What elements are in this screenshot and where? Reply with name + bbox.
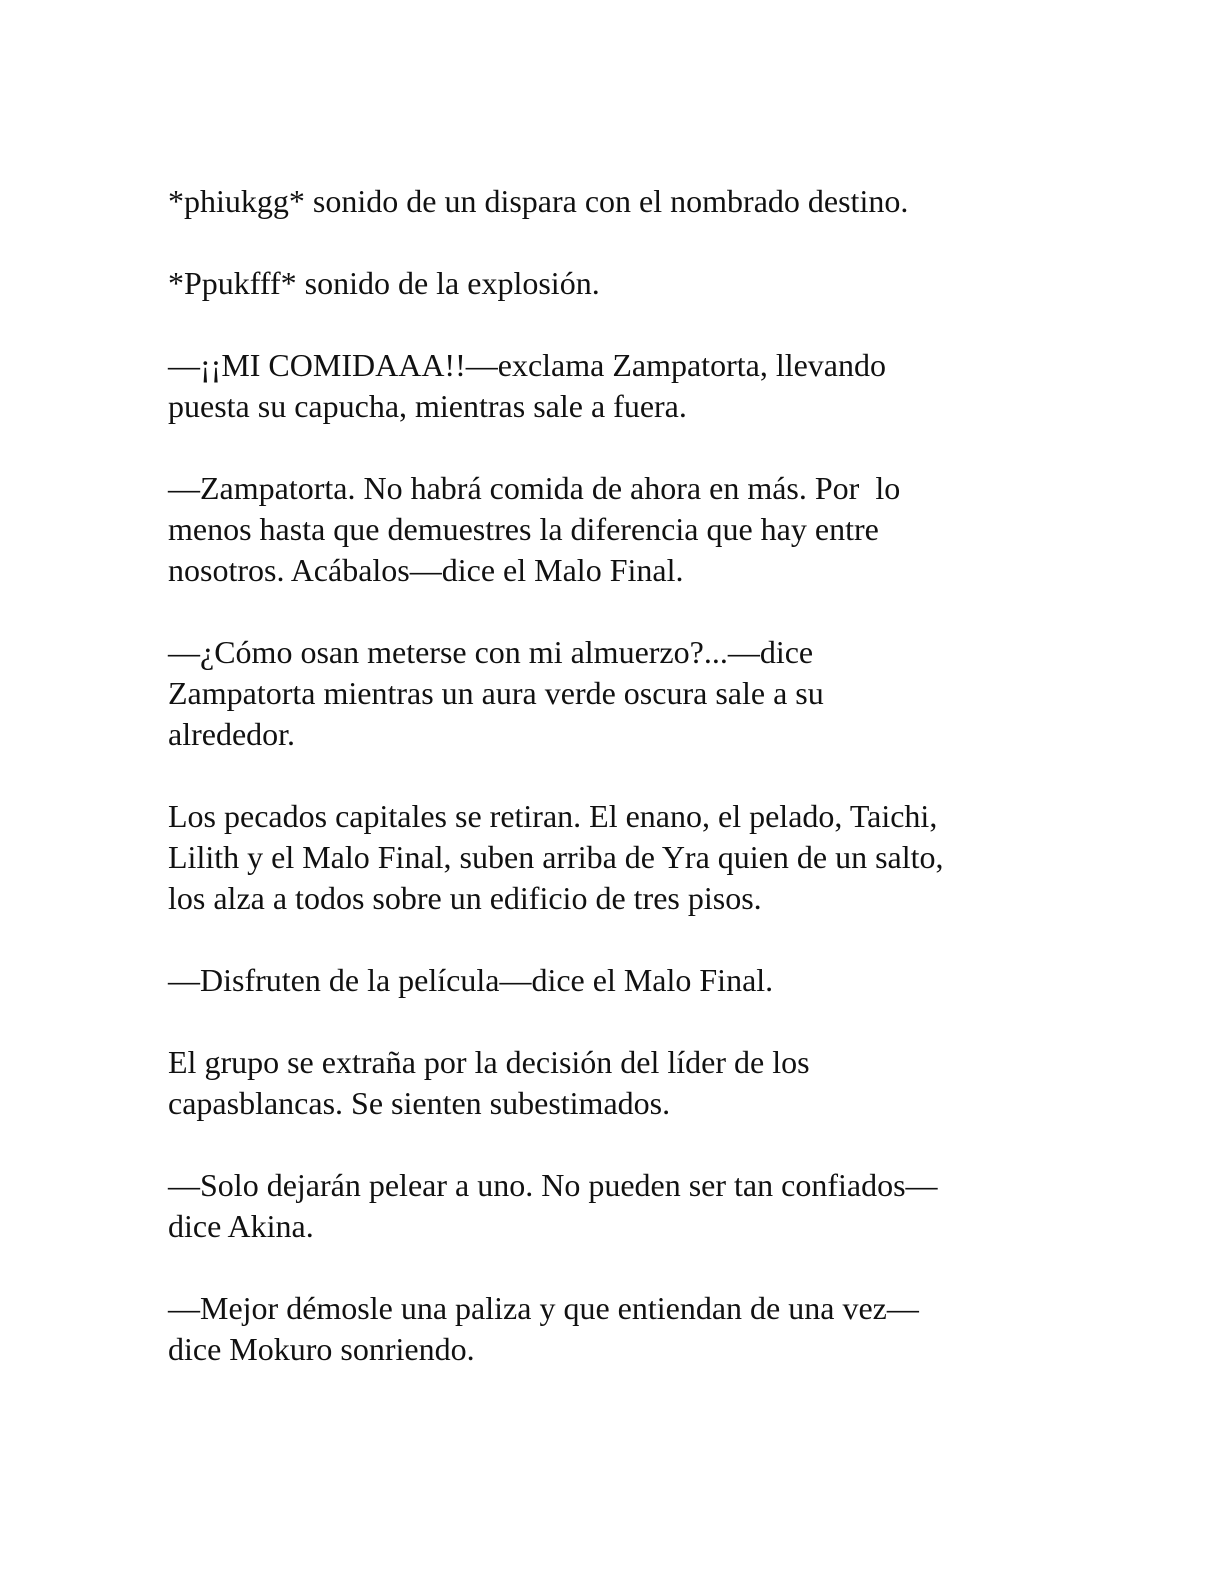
paragraph-8: El grupo se extraña por la decisión del líder de los capasblancas. Se sienten subestimados. <box>168 1044 810 1121</box>
paragraph-1: *phiukgg* sonido de un dispara con el nombrado destino. <box>168 183 909 219</box>
paragraph-9: —Solo dejarán pelear a uno. No pueden ser tan confiados— dice Akina. <box>168 1167 938 1244</box>
paragraph-10: —Mejor démosle una paliza y que entiendan de una vez— dice Mokuro sonriendo. <box>168 1290 919 1367</box>
paragraph-4: —Zampatorta. No habrá comida de ahora en más. Por lo menos hasta que demuestres la diferencia que hay entre nosotros. Acábalos—dice el Malo Final. <box>168 470 901 588</box>
paragraph-3: —¡¡MI COMIDAAA!!—exclama Zampatorta, llevando puesta su capucha, mientras sale a fuera. <box>168 347 886 424</box>
paragraph-7: —Disfruten de la película—dice el Malo Final. <box>168 962 774 998</box>
paragraph-5: —¿Cómo osan meterse con mi almuerzo?...—dice Zampatorta mientras un aura verde oscura sale a su alrededor. <box>168 634 824 752</box>
paragraph-2: *Ppukfff* sonido de la explosión. <box>168 265 600 301</box>
paragraph-6: Los pecados capitales se retiran. El enano, el pelado, Taichi, Lilith y el Malo Final, suben arriba de Yra quien de un salto, los alza a todos sobre un edificio de tres pisos. <box>168 798 944 916</box>
document-page <box>168 181 1058 1411</box>
